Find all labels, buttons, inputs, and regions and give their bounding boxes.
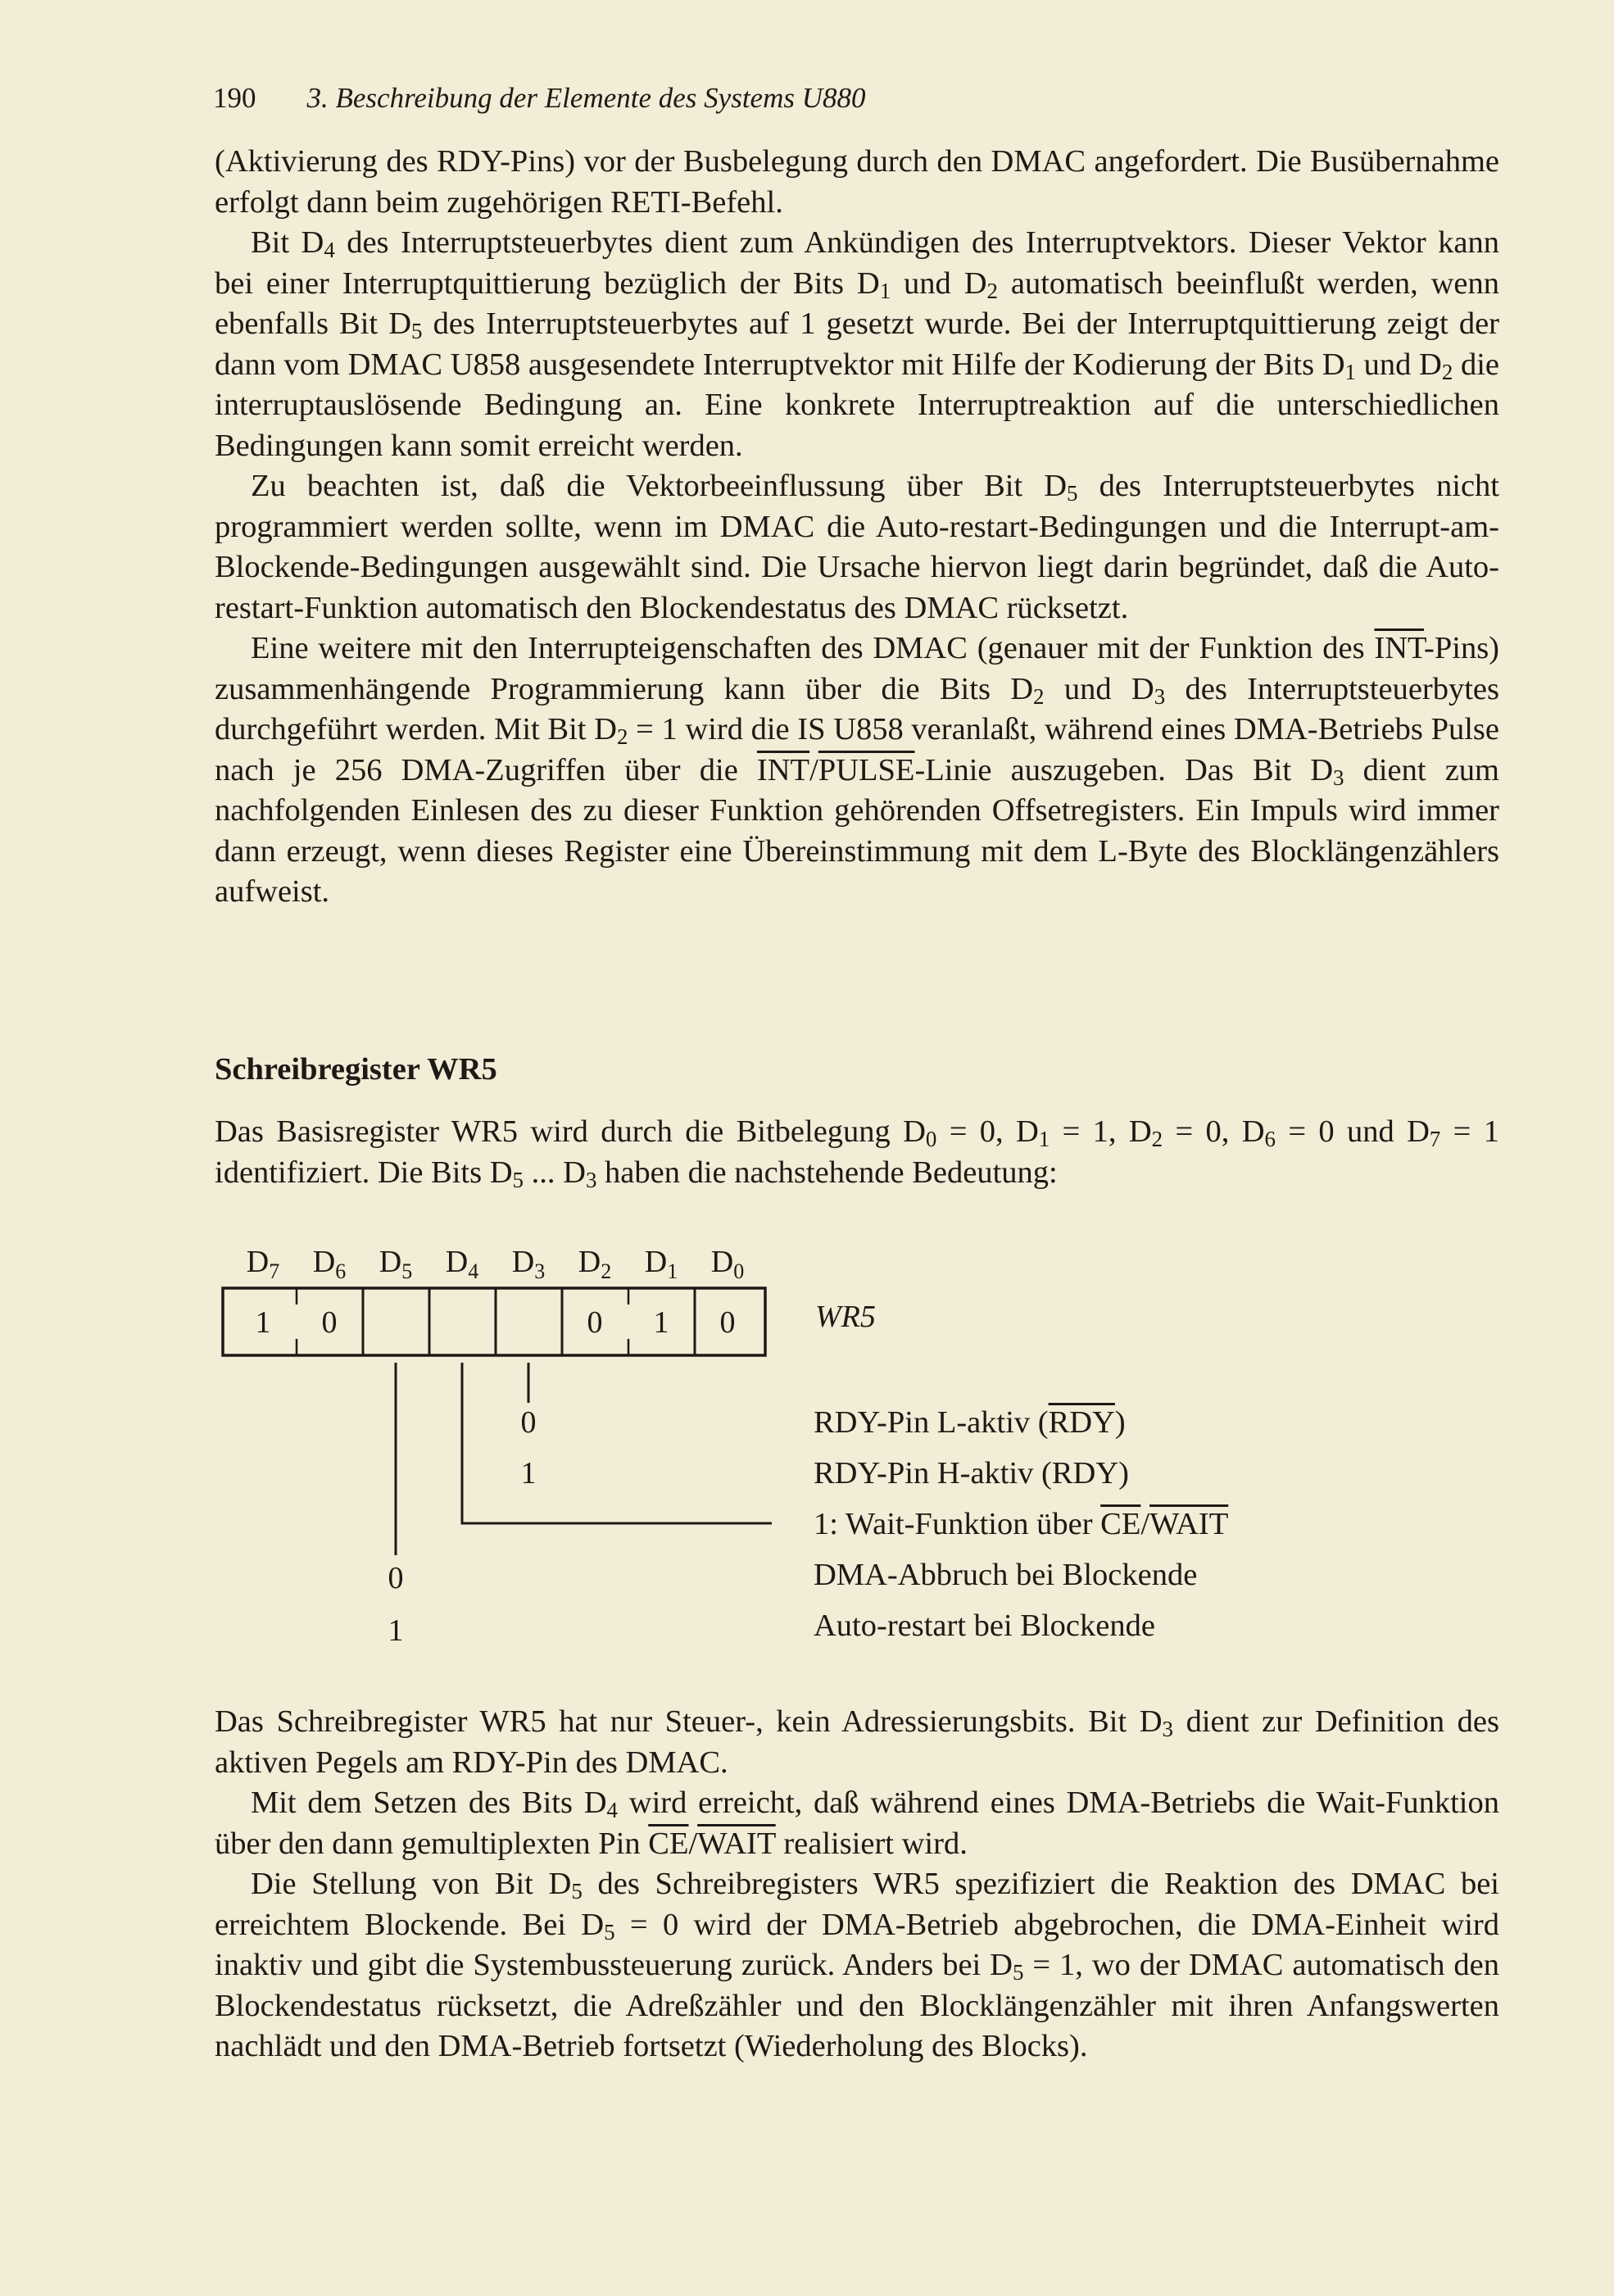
bit-label: $D_1$	[644, 1245, 678, 1283]
text-block-wr5-explanation	[215, 1702, 1499, 2067]
d4-leader	[462, 1363, 772, 1523]
cell-value-d1: 1	[653, 1305, 669, 1340]
page-number: 190	[213, 82, 256, 114]
bit-label: $D_7$	[246, 1245, 280, 1283]
d5-value-1: 1	[388, 1613, 404, 1648]
d3-value-1: 1	[520, 1456, 537, 1491]
desc-rdy-high-active: RDY-Pin H-aktiv (RDY)	[814, 1456, 1129, 1491]
bit-label: $D_4$	[445, 1245, 479, 1283]
bit-label: $D_0$	[710, 1245, 745, 1283]
cell-ticks	[297, 1288, 628, 1355]
paragraph-int-pulse: Eine weitere mit den Interrupteigenschaften des DMAC (genauer mit der Funktion des $\overline{INT}-Pins$) zusammenhängende Programmierung kann über die Bits $D_2$ und $D_3$ des Interruptsteuerbytes durchgeführt werden. Mit Bit $D_2 = 1$ wird die IS U858 veranlaßt, während eines DMA-Betriebs Pulse nach je 256 DMA-Zugriffen über die $\overline{INT}/PULSE$-Linie auszugeben. Das Bit $D_3$ dient zum nachfolgenden Einlesen des zu dieser Funktion gehörenden Offsetregisters. Ein Impuls wird immer dann erzeugt, wenn dieses Register eine Übereinstimmung mit dem L-Byte des Blocklängenzählers aufweist.	[215, 631, 1499, 909]
paragraph-bit-d4: Bit $D_4$ des Interruptsteuerbytes dient zum Ankündigen des Interruptvektors. Dieser Vektor kann bei einer Interruptquittierung bezüglich der Bits $D_1$ und $D_2$ automatisch beeinflußt werden, wenn ebenfalls Bit $D_5$ des Interruptsteuerbytes auf 1 gesetzt wurde. Bei der Interruptquittierung zeigt der dann vom DMAC U858 ausgesendete Interruptvektor mit Hilfe der Kodierung der Bits $D_1$ und $D_2$ die interruptauslösende Bedingung an. Eine konkrete Interruptreaktion auf die unterschiedlichen Bedingungen kann somit erreicht werden.	[215, 225, 1500, 463]
bit-label: $D_2$	[578, 1245, 612, 1283]
bit-label: $D_3$	[511, 1245, 546, 1283]
d3-value-0: 0	[520, 1405, 537, 1440]
paragraph-rdy-continuation: (Aktivierung des RDY-Pins) vor der Busbelegung durch den DMAC angefordert. Die Busübernahme erfolgt dann beim zugehörigen RETI-Befehl.	[215, 144, 1499, 220]
cell-value-d6: 0	[321, 1305, 338, 1340]
bit-label: $D_5$	[379, 1245, 413, 1283]
desc-wait-function: 1: Wait-Funktion über $\overline{CE}$/WAIT	[814, 1507, 1229, 1541]
paragraph-bit-d4-wait: Mit dem Setzen des Bits $D_4$ wird erreicht, daß während eines DMA-Betriebs die Wait-Funktion über den dann gemultiplexten Pin $\overline{CE}$/WAIT realisiert wird.	[215, 1786, 1499, 1861]
chapter-title: 3. Beschreibung der Elemente des Systems U880	[306, 82, 866, 114]
paragraph-wr5-control: Das Schreibregister WR5 hat nur Steuer-, kein Adressierungsbits. Bit $D_3$ dient zur Definition des aktiven Pegels am RDY-Pin des DMAC.	[215, 1704, 1499, 1780]
cell-value-d0: 0	[719, 1305, 736, 1340]
d5-value-0: 0	[388, 1561, 404, 1595]
paragraph-vector-note: Zu beachten ist, daß die Vektorbeeinflussung über Bit $D_5$ des Interruptsteuerbytes nicht programmiert werden sollte, wenn im DMAC die Auto-restart-Bedingungen und die Interrupt-am-Blockende-Bedingungen ausgewählt sind. Die Ursache hiervon liegt darin begründet, daß die Auto-restart-Funktion automatisch den Blockendestatus des DMAC rücksetzt.	[215, 469, 1499, 625]
desc-rdy-low-active: RDY-Pin L-aktiv $(\overline{RDY})$	[814, 1405, 1126, 1440]
cell-dividers	[363, 1288, 695, 1355]
paragraph-bit-d5-blockend: Die Stellung von Bit $D_5$ des Schreibregisters WR5 spezifiziert die Reaktion des DMAC bei erreichtem Blockende. Bei $D_5 = 0$ wird der DMA-Betrieb abgebrochen, die DMA-Einheit wird inaktiv und gibt die Systembussteuerung zurück. Anders bei $D_5 = 1$, wo der DMAC automatisch den Blockendestatus rücksetzt, die Adreßzähler und den Blocklängenzähler mit ihren Anfangswerten nachlädt und den DMA-Betrieb fortsetzt (Wiederholung des Blocks).	[215, 1867, 1499, 2063]
section-heading: Schreibregister WR5	[215, 1052, 497, 1087]
bit-label: $D_6$	[312, 1245, 347, 1283]
desc-dma-abort: DMA-Abbruch bei Blockende	[814, 1558, 1198, 1592]
cell-value-d2: 0	[587, 1305, 603, 1340]
cell-value-d7: 1	[255, 1305, 271, 1340]
register-name-label: WR5	[815, 1300, 876, 1334]
register-box	[223, 1288, 765, 1355]
leader-lines	[396, 1363, 772, 1555]
desc-auto-restart: Auto-restart bei Blockende	[814, 1609, 1155, 1643]
paragraph-wr5-identification: Das Basisregister WR5 wird durch die Bitbelegung $D_0 = 0$, $D_1 = 1$, $D_2 = 0$, $D_6 = 0$ und $D_7 = 1$ identifiziert. Die Bits $D_5$ ... $D_3$ haben die nachstehende Bedeutung:	[215, 1114, 1499, 1192]
bit-labels	[247, 1245, 744, 1283]
